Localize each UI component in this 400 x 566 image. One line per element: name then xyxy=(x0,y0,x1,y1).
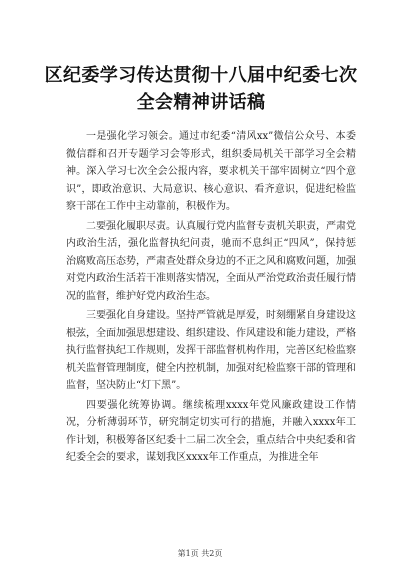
paragraph-study: 一是强化学习领会。通过市纪委“清风xx”微信公众号、本委微信群和召开专题学习会等形式，组织委局机关干部学习全会精神。深入学习七次全会公报内容，要求机关干部牢固树立“四个意识”，即政治意识、大局意识、核心意识、看齐意识，促进纪检监察干部在工作中主动靠前，积极作为。 xyxy=(66,131,356,212)
document-body xyxy=(66,128,356,469)
paragraph-duty: 二要强化履职尽责。认真履行党内监督专责机关职责，严肃党内政治生活，强化监督执纪问责，驰而不息纠正“四风”，保持惩治腐败高压态势，严肃查处群众身边的不正之风和腐败问题，加强对党内政治生活若干准则落实情况，全面从严治党政治责任履行情况的监督，维护好党内政治生态。 xyxy=(66,220,356,302)
page-number-footer: 第1页 共2页 xyxy=(177,549,223,558)
paragraph-self-building: 三要强化自身建设。坚持严管就是厚爱，时刻绷紧自身建设这根弦，全面加强思想建设、组织建设、作风建设和能力建设，严格执行监督执纪工作规则，发挥干部监督机构作用，完善区纪检监察机关监督管理制度，健全内控机制，加强对纪检监察干部的管理和监督，坚决防止“灯下黑”。 xyxy=(66,310,356,391)
paragraph-coordination: 四要强化统筹协调。继续梳理xxxx年党风廉政建设工作情况，分析薄弱环节，研究制定切实可行的措施，并融入xxxx年工作计划，积极筹备区纪委十二届二次全会，重点结合中央纪委和省纪委全会的要求，谋划我区xxxx年工作重点，为推进全年 xyxy=(66,399,356,463)
document-title: 区纪委学习传达贯彻十八届中纪委七次全会精神讲话稿 xyxy=(44,65,358,113)
